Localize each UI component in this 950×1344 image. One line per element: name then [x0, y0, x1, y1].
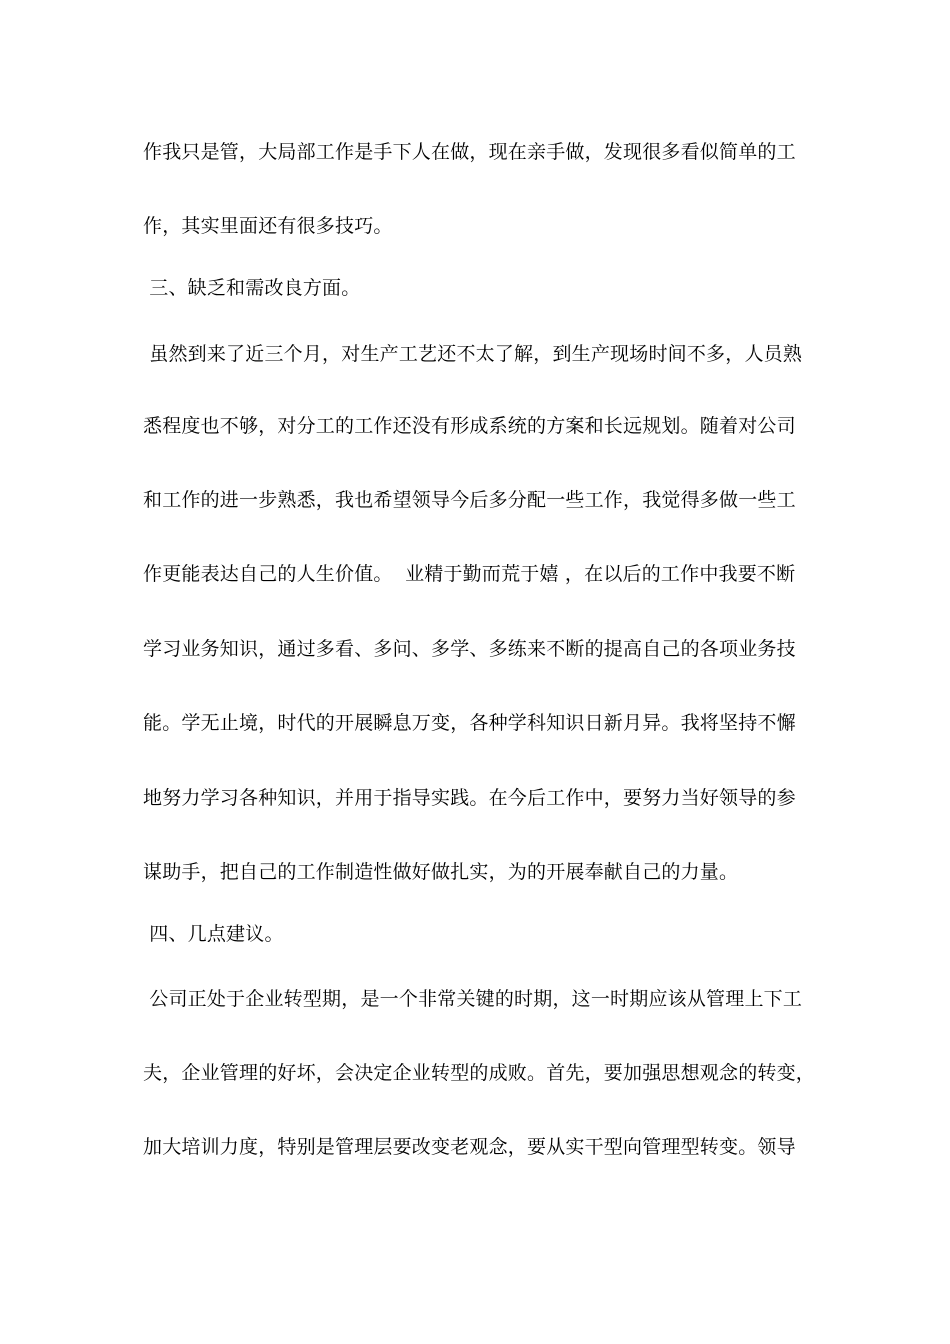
paragraph-line: 能。学无止境，时代的开展瞬息万变，各种学科知识日新月异。我将坚持不懈: [143, 712, 796, 734]
paragraph-line: 谋助手，把自己的工作制造性做好做扎实，为的开展奉献自己的力量。: [143, 861, 739, 883]
paragraph-line: 作我只是管，大局部工作是手下人在做，现在亲手做，发现很多看似简单的工: [143, 141, 796, 163]
paragraph-line: 和工作的进一步熟悉，我也希望领导今后多分配一些工作，我觉得多做一些工: [143, 489, 796, 511]
paragraph-line: 公司正处于企业转型期，是一个非常关键的时期，这一时期应该从管理上下工: [143, 988, 803, 1010]
paragraph-line: 作，其实里面还有很多技巧。: [143, 215, 393, 237]
section-heading: 三、缺乏和需改良方面。: [143, 277, 361, 299]
paragraph-line: 加大培训力度，特别是管理层要改变老观念，要从实干型向管理型转变。领导: [143, 1136, 796, 1158]
paragraph-line: 虽然到来了近三个月，对生产工艺还不太了解，到生产现场时间不多，人员熟: [143, 343, 803, 365]
paragraph-line: 悉程度也不够，对分工的工作还没有形成系统的方案和长远规划。随着对公司: [143, 415, 796, 437]
paragraph-line: 作更能表达自己的人生价值。 业精于勤而荒于嬉 ，在以后的工作中我要不断: [143, 563, 796, 585]
paragraph-line: 学习业务知识，通过多看、多问、多学、多练来不断的提高自己的各项业务技: [143, 638, 796, 660]
section-heading: 四、几点建议。: [143, 923, 284, 945]
paragraph-line: 夫，企业管理的好坏，会决定企业转型的成败。首先，要加强思想观念的转变，: [143, 1062, 816, 1084]
paragraph-line: 地努力学习各种知识，并用于指导实践。在今后工作中，要努力当好领导的参: [143, 787, 796, 809]
